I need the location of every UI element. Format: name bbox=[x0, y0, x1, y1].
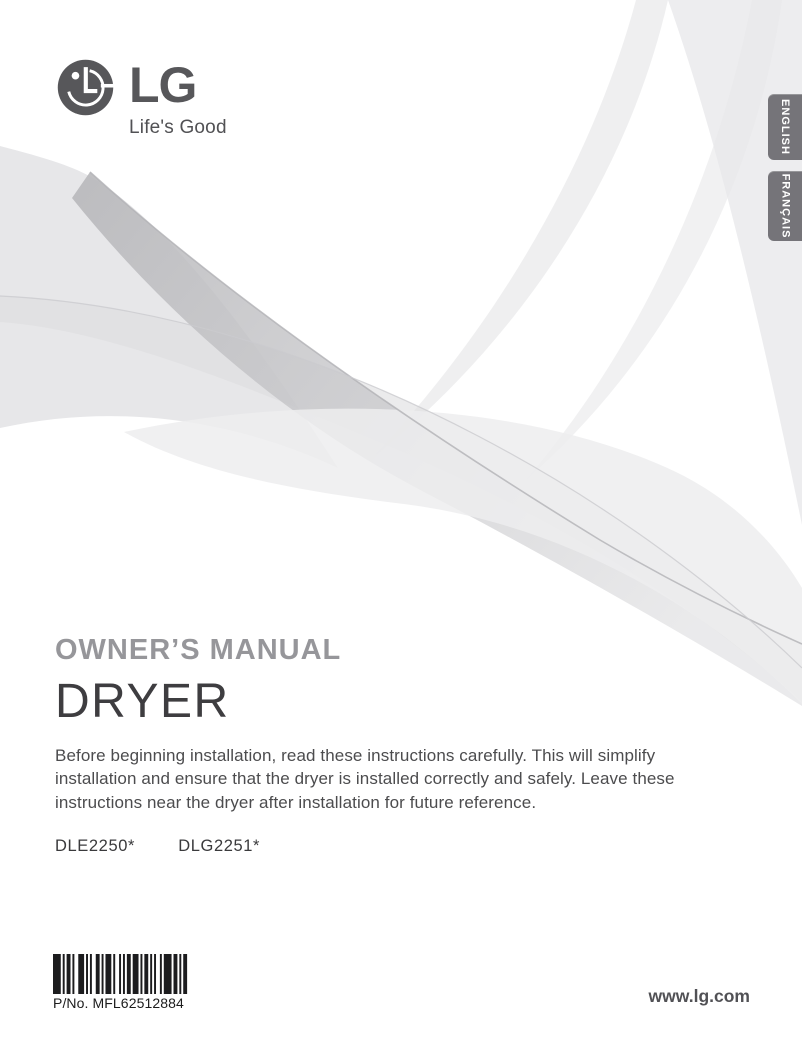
model-number-2: DLG2251* bbox=[178, 836, 261, 855]
footer-left bbox=[53, 954, 191, 1011]
cover-content bbox=[55, 634, 715, 856]
tab-english-label: ENGLISH bbox=[779, 99, 791, 155]
brand-tagline: Life's Good bbox=[129, 117, 227, 138]
barcode bbox=[53, 954, 191, 994]
tab-francais[interactable] bbox=[768, 171, 802, 241]
model-list bbox=[55, 837, 715, 856]
intro-paragraph: Before beginning installation, read these instructions carefully. This will simplify installation and ensure that the dryer is installed correctly and safely. Leave these instructions near the dryer after installation for future reference. bbox=[55, 746, 675, 812]
website-link[interactable]: www.lg.com bbox=[648, 986, 750, 1006]
swoosh-faint-curve-1 bbox=[368, 0, 668, 462]
model-number-1: DLE2250* bbox=[55, 836, 136, 855]
product-title: DRYER bbox=[55, 675, 230, 728]
brand-text bbox=[129, 58, 227, 139]
lg-emblem-icon bbox=[56, 58, 115, 117]
manual-type-heading: OWNER’S MANUAL bbox=[55, 634, 342, 666]
language-tabs bbox=[768, 94, 802, 241]
tab-english[interactable] bbox=[768, 94, 802, 160]
part-number: P/No. MFL62512884 bbox=[53, 995, 184, 1011]
tab-francais-label: FRANÇAIS bbox=[779, 173, 791, 239]
brand-block bbox=[56, 58, 227, 139]
lg-wordmark: LG bbox=[129, 57, 197, 113]
